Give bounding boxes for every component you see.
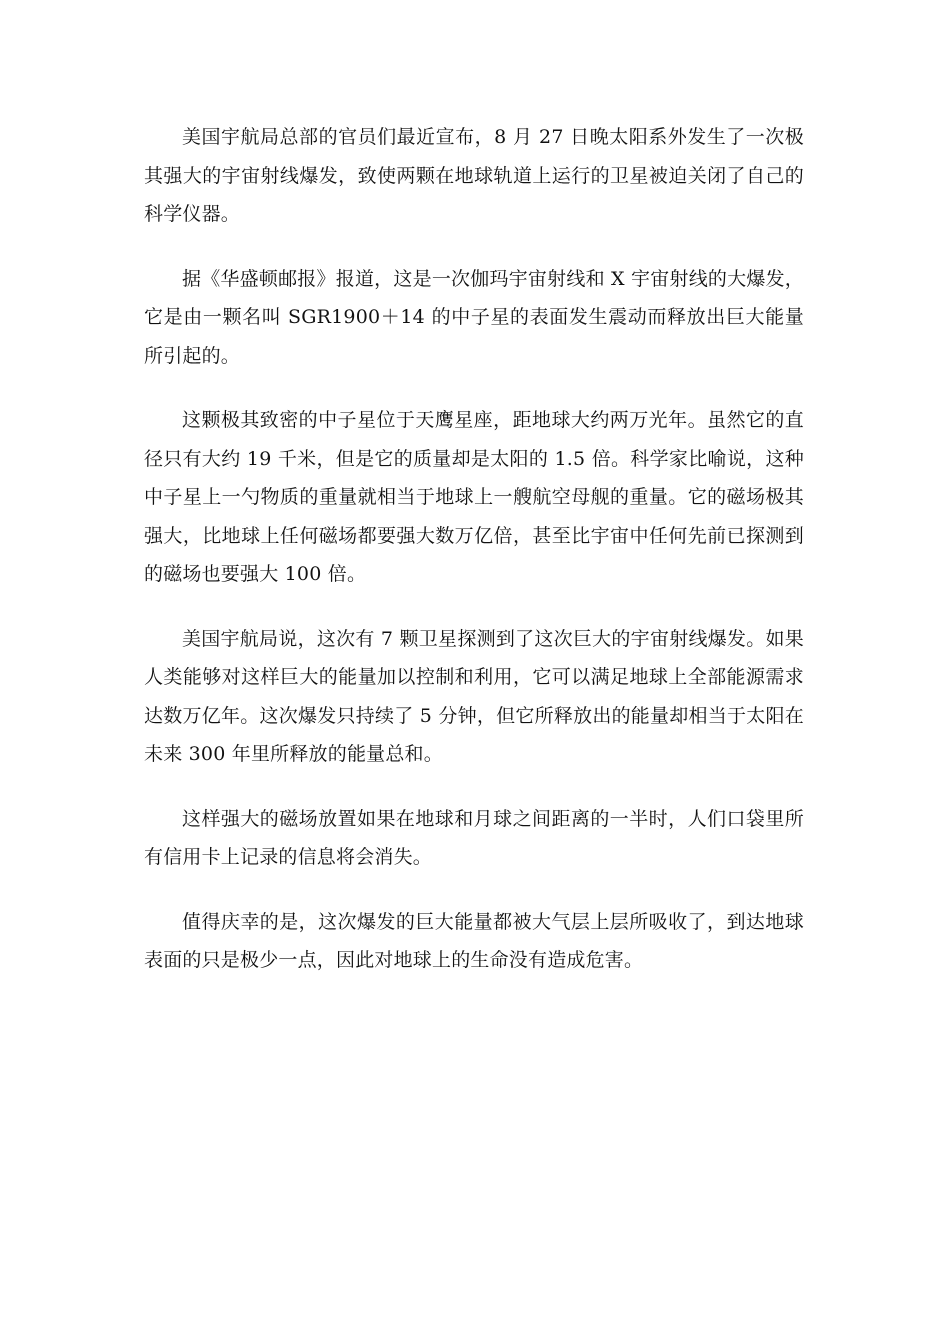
paragraph-3: 这颗极其致密的中子星位于天鹰星座，距地球大约两万光年。虽然它的直径只有大约 19 千米，但是它的质量却是太阳的 1.5 倍。科学家比喻说，这种中子星上一勺物质的重量就相当于地球上一艘航空母舰的重量。它的磁场极其强大，比地球上任何磁场都要强大数万亿倍，甚至比宇宙中任何先前已探测到的磁场也要强大 100 倍。: [144, 409, 804, 585]
paragraph-4: 美国宇航局说，这次有 7 颗卫星探测到了这次巨大的宇宙射线爆发。如果人类能够对这样巨大的能量加以控制和利用，它可以满足地球上全部能源需求达数万亿年。这次爆发只持续了 5 分钟，但它所释放出的能量却相当于太阳在未来 300 年里所释放的能量总和。: [144, 627, 804, 765]
paragraph-2: 据《华盛顿邮报》报道，这是一次伽玛宇宙射线和 X 宇宙射线的大爆发，它是由一颗名叫 SGR1900＋14 的中子星的表面发生震动而释放出巨大能量所引起的。: [144, 267, 804, 367]
paragraph-1: 美国宇航局总部的官员们最近宣布，8 月 27 日晚太阳系外发生了一次极其强大的宇宙射线爆发，致使两颗在地球轨道上运行的卫星被迫关闭了自己的科学仪器。: [144, 126, 804, 225]
paragraph-6: 值得庆幸的是，这次爆发的巨大能量都被大气层上层所吸收了，到达地球表面的只是极少一点，因此对地球上的生命没有造成危害。: [144, 910, 804, 971]
paragraph-5: 这样强大的磁场放置如果在地球和月球之间距离的一半时，人们口袋里所有信用卡上记录的信息将会消失。: [144, 807, 804, 868]
document-body: [144, 118, 804, 1006]
